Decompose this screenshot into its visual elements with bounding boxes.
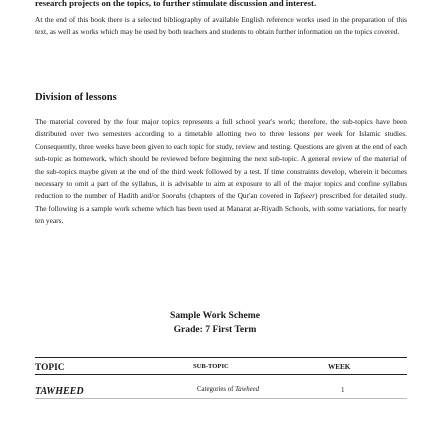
division-text-3: ) prescribed for detailed study. The following is a sample work scheme which has been used at Manarat ar-Riyadh Schools, with some variations, for nearly ten years. [35,191,407,226]
row-divider [35,398,407,399]
term-soorahs: Soorahs [161,191,186,201]
row-subtopic-term: Tawheed [235,386,260,393]
table-top-rule [35,357,407,358]
row-subtopic [197,386,259,393]
scheme-title: Sample Work Scheme [170,310,260,321]
row-topic: TAWHEED [35,386,84,397]
column-header-subtopic: SUB-TOPIC [193,363,229,370]
division-text-1: The material covered by the four major topics represents a full school year's work; therefore, the sub-topics have been distributed over two semesters according to a timetable allotting two to three lessons per week for Islamic studies. Consequently, three weeks have been given to each topic for study, review and testing. Questions are given at the end of each sub-topic as homework, which should be reviewed before beginning the next sub-topic. A general review of the material of the sub-topics maybe given at the end of the third week followed by a test. If time constraints develop, wherein it becomes necessary to omit a part of the syllabus, it is advisable to aim at exposure to all of the major topics and confine syllabus reduction to the number of Hadith and/or [35,117,407,201]
division-paragraph [35,116,407,228]
term-tafseer: Tafseer [293,191,316,201]
scheme-grade: Grade: 7 First Term [173,324,257,335]
row-week: 1 [341,386,345,394]
intro-bold-line: research projects on the topics, to further stimulate discussion and interest. [35,0,317,8]
table-header-rule [35,374,407,375]
column-header-topic: TOPIC [35,363,65,373]
division-heading: Division of lessons [35,92,117,103]
bibliography-paragraph: At the end of this book there is a selected bibliography of available English reference works used in the preparation of this text, as well as works which may be used by both teachers and students to obtain further information on the topics covered. [35,15,407,36]
division-text-2: (chapters of the Qur'an covered in [185,191,294,201]
row-subtopic-prefix: Categories of [197,386,236,393]
column-header-week: WEEK [328,363,351,371]
